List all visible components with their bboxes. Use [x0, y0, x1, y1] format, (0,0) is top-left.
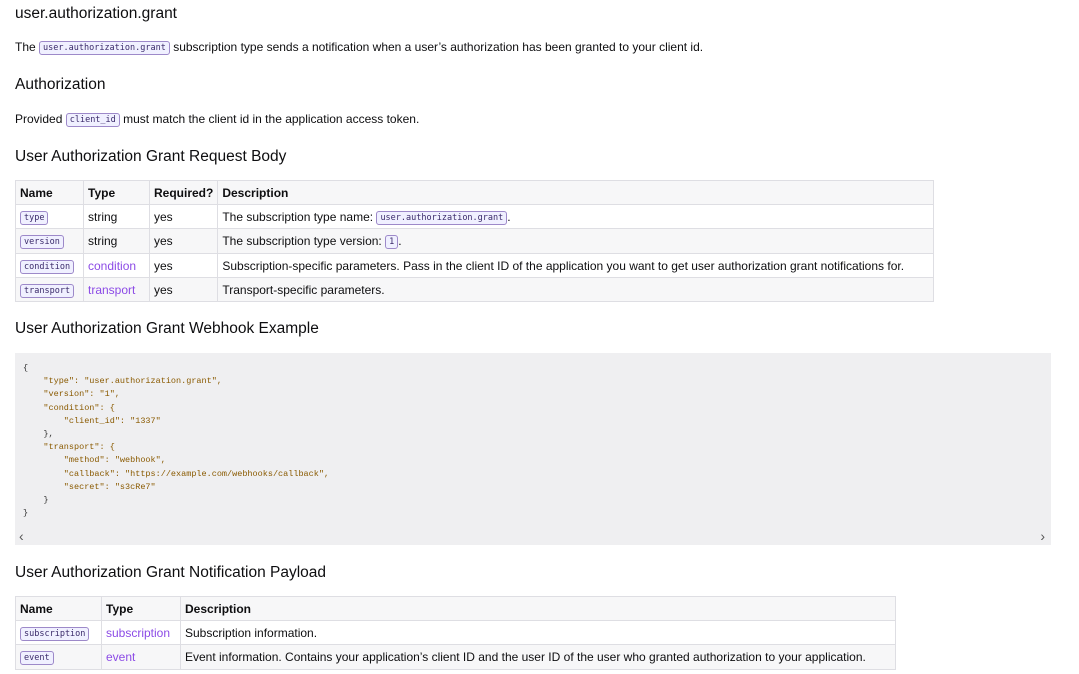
field-type-cell: [102, 645, 181, 670]
code-line: "transport": {: [23, 442, 115, 453]
intro-prefix: The: [15, 40, 36, 54]
condition-type-link[interactable]: condition: [88, 258, 137, 273]
code-line: "method": "webhook",: [23, 455, 166, 466]
code-line: "condition": {: [23, 402, 115, 413]
param-required-cell: yes: [150, 205, 218, 229]
description-after: .: [507, 209, 511, 224]
field-name-code: subscription: [20, 627, 89, 641]
column-header: Type: [84, 181, 150, 205]
section-heading-authorization: Authorization: [15, 76, 106, 93]
code-content: [23, 362, 329, 520]
code-line: {: [23, 363, 29, 373]
param-name-cell: [16, 205, 84, 229]
table-row: [16, 205, 934, 229]
intro-paragraph: [15, 40, 703, 54]
field-name-code: event: [20, 651, 54, 665]
table-row: [16, 621, 896, 645]
field-description-cell: Subscription information.: [181, 621, 896, 645]
column-header: Description: [181, 597, 896, 621]
column-header: Name: [16, 597, 102, 621]
inline-code: user.authorization.grant: [39, 41, 170, 55]
column-header: Required?: [150, 181, 218, 205]
param-name-code: type: [20, 211, 48, 225]
param-description-cell: Subscription-specific parameters. Pass in the client ID of the application you want to get user authorization grant notifications for.: [218, 254, 934, 278]
description-text: The subscription type name:: [222, 209, 374, 224]
param-type-cell: [84, 254, 150, 278]
intro-suffix: subscription type sends a notification when a user’s authorization has been granted to your client id.: [173, 40, 704, 54]
column-header: Name: [16, 181, 84, 205]
request-body-table: [15, 180, 934, 302]
code-line: "version": "1",: [23, 389, 120, 400]
inline-code: 1: [385, 235, 398, 249]
section-heading-webhook-example: User Authorization Grant Webhook Example: [15, 320, 319, 337]
column-header: Type: [102, 597, 181, 621]
param-description-cell: [218, 229, 934, 254]
param-type-cell: string: [84, 229, 150, 254]
param-type-cell: string: [84, 205, 150, 229]
field-name-cell: [16, 621, 102, 645]
param-name-code: transport: [20, 284, 74, 298]
table-row: [16, 278, 934, 302]
code-line: "type": "user.authorization.grant",: [23, 376, 222, 387]
code-block[interactable]: [15, 353, 1051, 545]
subscription-type-link[interactable]: subscription: [106, 625, 171, 640]
table-header-row: [16, 181, 934, 205]
table-row: [16, 229, 934, 254]
param-required-cell: yes: [150, 278, 218, 302]
field-description-cell: Event information. Contains your application’s client ID and the user ID of the user who granted authorization to your application.: [181, 645, 896, 670]
description-text: The subscription type version:: [222, 234, 382, 248]
table-row: [16, 645, 896, 670]
transport-type-link[interactable]: transport: [88, 282, 136, 297]
param-name-code: version: [20, 235, 64, 249]
param-name-cell: [16, 229, 84, 254]
inline-code: client_id: [66, 113, 120, 127]
param-name-cell: [16, 278, 84, 302]
param-type-cell: [84, 278, 150, 302]
param-name-cell: [16, 254, 84, 278]
notification-payload-table: [15, 596, 896, 670]
code-line: "callback": "https://example.com/webhooks/callback",: [23, 468, 330, 479]
authorization-prefix: Provided: [15, 112, 63, 126]
param-required-cell: yes: [150, 229, 218, 254]
code-line: "client_id": "1337": [23, 415, 161, 426]
param-description-cell: [218, 205, 934, 229]
column-header: Description: [218, 181, 934, 205]
param-name-code: condition: [20, 260, 74, 274]
scroll-right-icon[interactable]: ›: [1040, 528, 1045, 544]
section-heading-request-body: User Authorization Grant Request Body: [15, 148, 287, 165]
param-required-cell: yes: [150, 254, 218, 278]
code-line: }: [23, 508, 29, 519]
page-title: user.authorization.grant: [15, 5, 177, 22]
section-heading-notification-payload: User Authorization Grant Notification Payload: [15, 564, 327, 581]
code-line: }: [23, 495, 49, 506]
scroll-left-icon[interactable]: ‹: [19, 528, 24, 544]
param-description-cell: Transport-specific parameters.: [218, 278, 934, 302]
code-line: "secret": "s3cRe7": [23, 481, 156, 492]
field-type-cell: [102, 621, 181, 645]
authorization-paragraph: [15, 112, 419, 126]
description-after: .: [398, 234, 402, 248]
code-line: },: [23, 429, 54, 440]
table-row: [16, 254, 934, 278]
inline-code: user.authorization.grant: [376, 211, 507, 225]
field-name-cell: [16, 645, 102, 670]
event-type-link[interactable]: event: [106, 650, 136, 664]
authorization-suffix: must match the client id in the application access token.: [123, 112, 420, 126]
table-header-row: [16, 597, 896, 621]
